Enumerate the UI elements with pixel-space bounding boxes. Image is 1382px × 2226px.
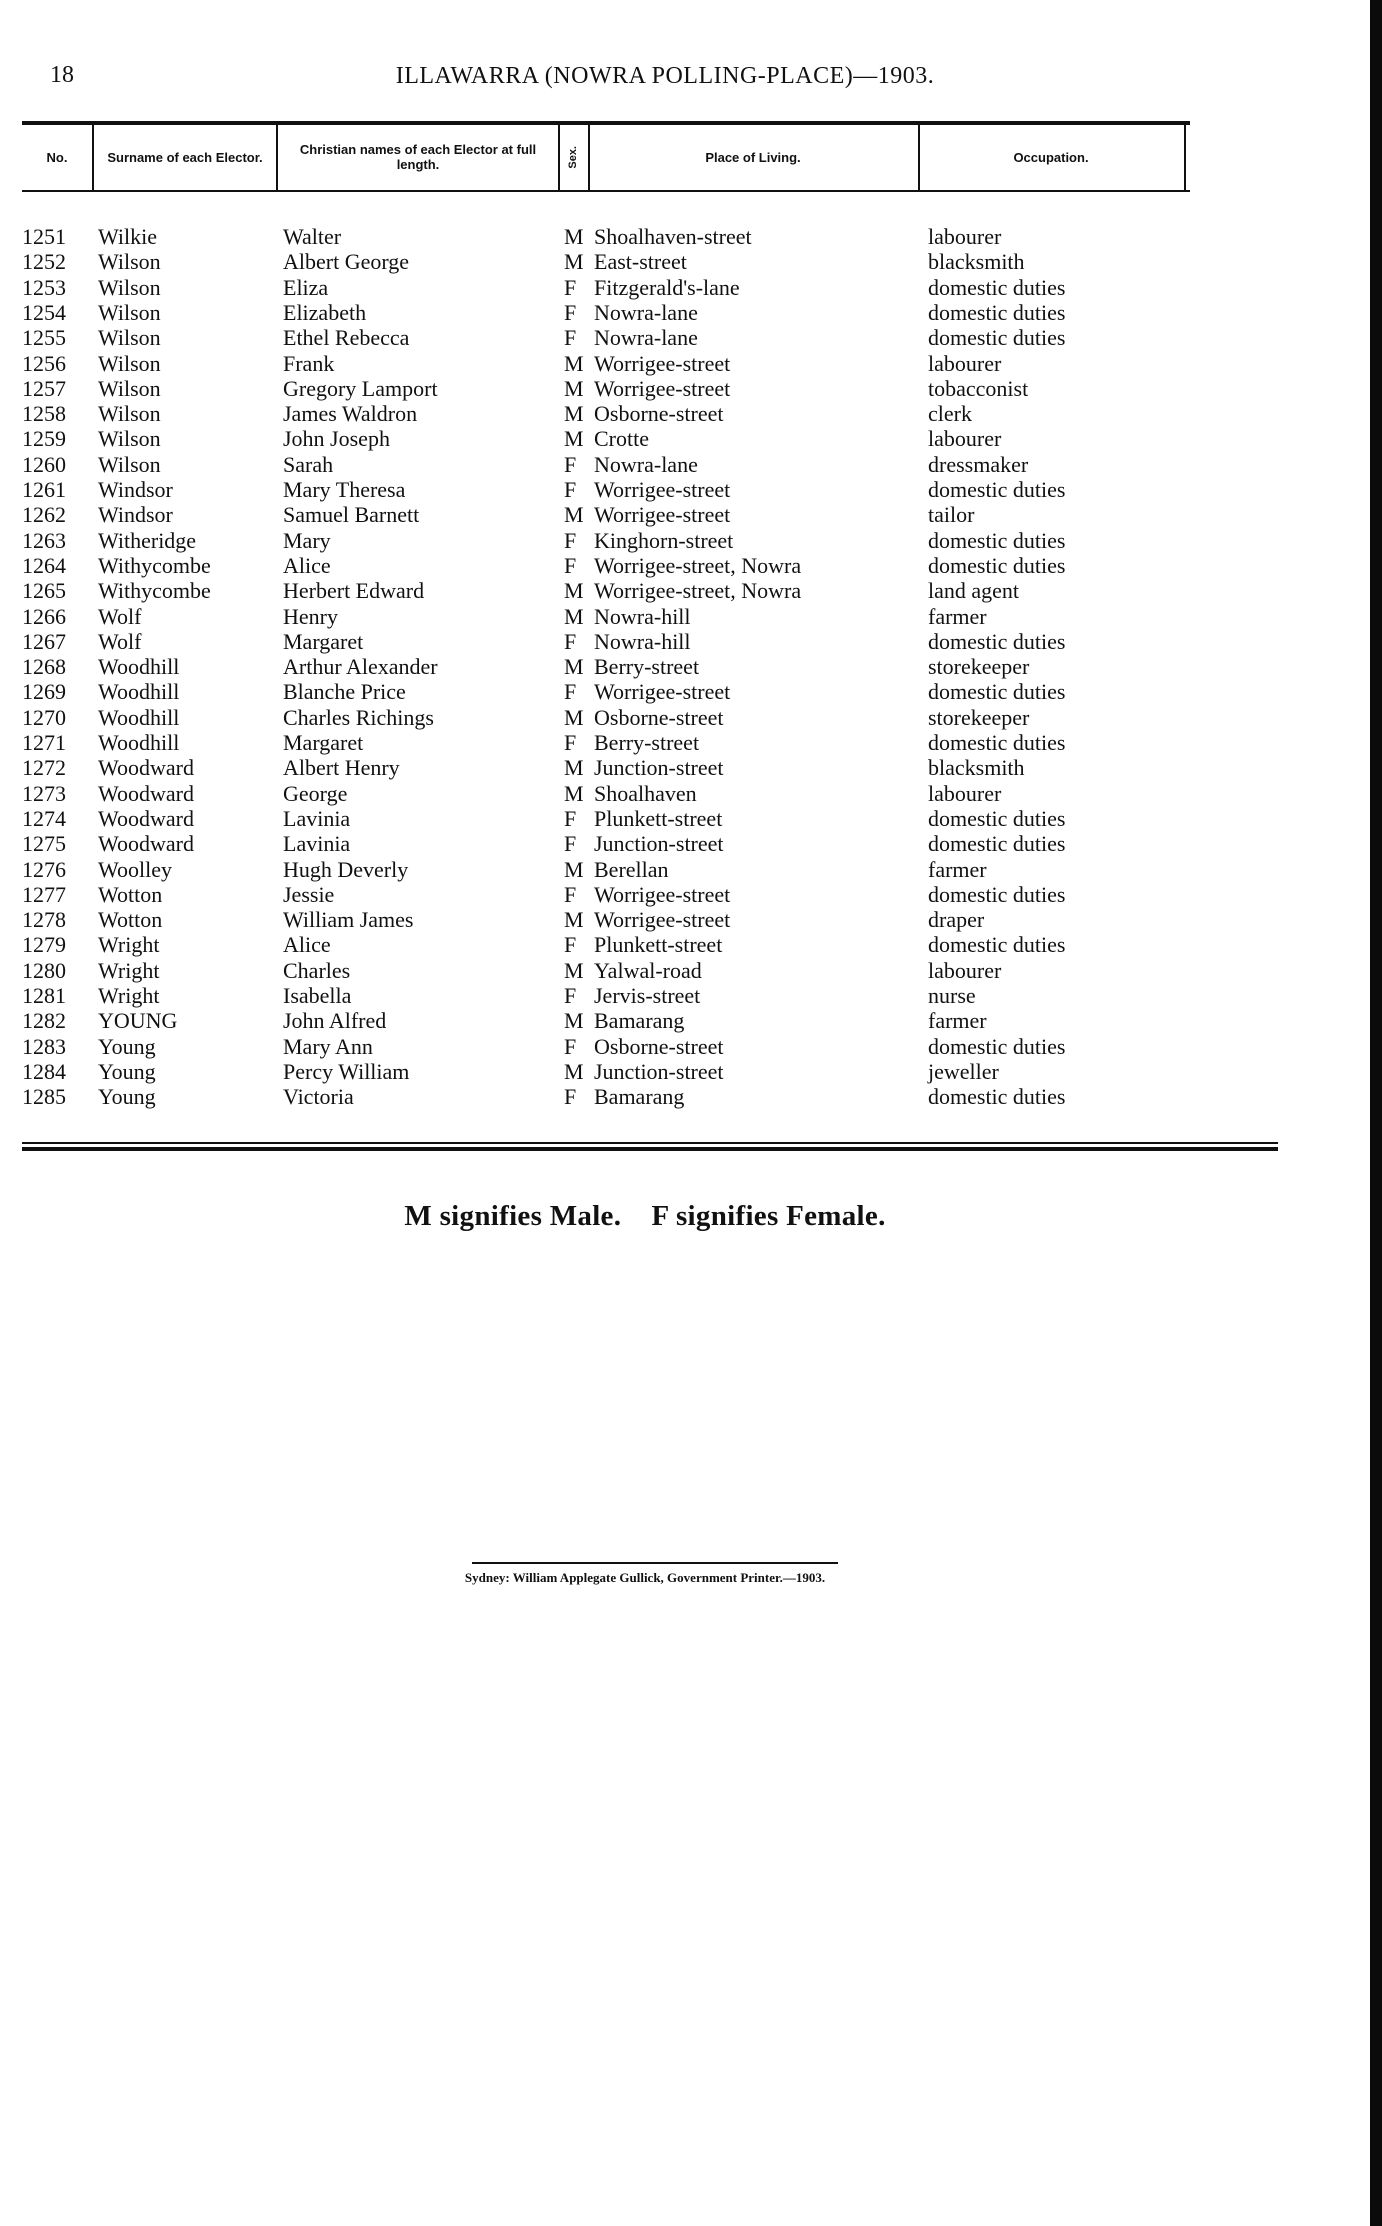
row-number: 1268 [22, 654, 66, 680]
row-sex: F [564, 274, 577, 300]
row-surname: Young [98, 1033, 156, 1059]
table-row [0, 781, 1300, 806]
row-place-of-living: Junction-street [594, 831, 724, 857]
row-christian-names: Samuel Barnett [283, 502, 420, 528]
row-surname: Wilson [98, 299, 161, 325]
row-christian-names: Hugh Deverly [283, 856, 409, 882]
table-row [0, 1008, 1300, 1033]
page-title: ILLAWARRA (NOWRA POLLING-PLACE)—1903. [395, 63, 935, 89]
row-surname: Young [98, 1084, 156, 1110]
row-number: 1282 [22, 1008, 66, 1034]
printer-imprint: Sydney: William Applegate Gullick, Government Printer.—1903. [464, 1570, 826, 1585]
row-christian-names: James Waldron [283, 401, 418, 427]
row-place-of-living: Jervis-street [594, 983, 701, 1008]
row-christian-names: Blanche Price [283, 679, 406, 705]
row-occupation: storekeeper [928, 704, 1030, 730]
row-sex: F [564, 730, 577, 755]
row-surname: YOUNG [98, 1008, 178, 1034]
row-christian-names: Percy William [283, 1058, 410, 1084]
row-place-of-living: Nowra-hill [594, 603, 691, 629]
row-christian-names: Herbert Edward [283, 578, 425, 604]
row-occupation: tailor [928, 502, 975, 528]
row-surname: Wilson [98, 274, 161, 300]
row-sex: F [564, 1084, 577, 1110]
row-occupation: jeweller [928, 1058, 999, 1084]
row-place-of-living: Crotte [594, 426, 649, 452]
row-number: 1276 [22, 856, 66, 882]
table-row [0, 502, 1300, 527]
table-row [0, 857, 1300, 882]
row-place-of-living: Nowra-lane [594, 299, 698, 325]
row-occupation: domestic duties [928, 552, 1066, 578]
row-occupation: domestic duties [928, 628, 1066, 654]
row-number: 1283 [22, 1033, 66, 1059]
row-surname: Withycombe [98, 578, 211, 604]
row-christian-names: Margaret [283, 730, 364, 755]
row-occupation: domestic duties [928, 881, 1066, 907]
row-sex: F [564, 805, 577, 831]
row-christian-names: Mary Ann [283, 1033, 373, 1059]
table-row [0, 629, 1300, 654]
row-christian-names: Gregory Lamport [283, 375, 438, 401]
row-number: 1255 [22, 325, 66, 351]
header-sex: Sex. [566, 145, 579, 169]
row-sex: M [564, 603, 584, 629]
row-place-of-living: Berry-street [594, 730, 700, 755]
row-surname: Woodhill [98, 730, 180, 755]
row-surname: Wilson [98, 375, 161, 401]
row-place-of-living: Kinghorn-street [594, 527, 734, 553]
row-christian-names: Albert Henry [283, 755, 400, 781]
table-row [0, 983, 1300, 1008]
row-surname: Woodward [98, 780, 194, 806]
table-row [0, 1034, 1300, 1059]
row-number: 1261 [22, 477, 66, 502]
row-number: 1262 [22, 502, 66, 528]
row-sex: M [564, 249, 584, 275]
table-row [0, 958, 1300, 983]
row-number: 1253 [22, 274, 66, 300]
row-sex: F [564, 451, 577, 477]
row-number: 1279 [22, 932, 66, 958]
row-place-of-living: Nowra-lane [594, 325, 698, 351]
row-occupation: tobacconist [928, 375, 1029, 401]
table-row [0, 249, 1300, 274]
row-occupation: labourer [928, 350, 1002, 376]
row-surname: Wilson [98, 249, 161, 275]
table-row [0, 426, 1300, 451]
table-row [0, 679, 1300, 704]
row-sex: F [564, 932, 577, 958]
row-occupation: domestic duties [928, 527, 1066, 553]
table-row [0, 1084, 1300, 1109]
row-christian-names: Victoria [283, 1084, 354, 1110]
row-place-of-living: Shoalhaven-street [594, 224, 752, 249]
row-occupation: dressmaker [928, 451, 1029, 477]
row-surname: Woodward [98, 805, 194, 831]
row-surname: Wilson [98, 325, 161, 351]
row-sex: F [564, 325, 577, 351]
header-christian-names: Christian names of each Elector at full length. [299, 142, 537, 172]
row-place-of-living: Worrigee-street [594, 350, 731, 376]
row-sex: M [564, 578, 584, 604]
row-place-of-living: Berellan [594, 856, 669, 882]
row-place-of-living: Nowra-hill [594, 628, 691, 654]
row-place-of-living: Nowra-lane [594, 451, 698, 477]
row-christian-names: George [283, 780, 348, 806]
row-place-of-living: Worrigee-street [594, 907, 731, 933]
row-surname: Woodhill [98, 654, 180, 680]
row-sex: F [564, 679, 577, 705]
table-row [0, 932, 1300, 957]
row-occupation: clerk [928, 401, 972, 427]
row-surname: Woodhill [98, 704, 180, 730]
table-row [0, 553, 1300, 578]
row-occupation: domestic duties [928, 1033, 1066, 1059]
row-number: 1280 [22, 957, 66, 983]
row-surname: Wilson [98, 401, 161, 427]
table-row [0, 1059, 1300, 1084]
row-place-of-living: Osborne-street [594, 704, 724, 730]
row-surname: Wright [98, 983, 160, 1008]
row-number: 1267 [22, 628, 66, 654]
row-christian-names: Alice [283, 932, 331, 958]
row-place-of-living: Worrigee-street [594, 502, 731, 528]
row-occupation: nurse [928, 983, 976, 1008]
row-number: 1271 [22, 730, 66, 755]
header-no: No. [46, 149, 68, 165]
row-sex: M [564, 856, 584, 882]
row-christian-names: Lavinia [283, 805, 351, 831]
row-number: 1272 [22, 755, 66, 781]
row-occupation: storekeeper [928, 654, 1030, 680]
row-number: 1284 [22, 1058, 66, 1084]
row-place-of-living: Bamarang [594, 1084, 685, 1110]
row-sex: M [564, 704, 584, 730]
row-sex: F [564, 628, 577, 654]
row-surname: Wright [98, 957, 160, 983]
row-sex: F [564, 1033, 577, 1059]
row-occupation: domestic duties [928, 679, 1066, 705]
header-place-of-living: Place of Living. [705, 149, 801, 165]
table-row [0, 755, 1300, 780]
row-surname: Woolley [98, 856, 172, 882]
table-row [0, 806, 1300, 831]
row-christian-names: Ethel Rebecca [283, 325, 410, 351]
row-surname: Wilkie [98, 224, 157, 249]
row-sex: F [564, 477, 577, 502]
row-christian-names: Albert George [283, 249, 410, 275]
table-row [0, 705, 1300, 730]
row-number: 1254 [22, 299, 66, 325]
row-sex: M [564, 1008, 584, 1034]
row-surname: Young [98, 1058, 156, 1084]
row-place-of-living: Worrigee-street [594, 881, 731, 907]
row-sex: M [564, 654, 584, 680]
table-row [0, 401, 1300, 426]
row-christian-names: Margaret [283, 628, 364, 654]
row-number: 1266 [22, 603, 66, 629]
row-christian-names: John Alfred [283, 1008, 387, 1034]
row-occupation: domestic duties [928, 831, 1066, 857]
header-occupation: Occupation. [1013, 149, 1089, 165]
header-top-rule [22, 121, 1190, 125]
row-occupation: labourer [928, 957, 1002, 983]
row-sex: M [564, 375, 584, 401]
table-row [0, 224, 1300, 249]
row-number: 1251 [22, 224, 66, 249]
table-row [0, 351, 1300, 376]
row-place-of-living: Worrigee-street [594, 375, 731, 401]
table-row [0, 831, 1300, 856]
row-place-of-living: East-street [594, 249, 687, 275]
row-occupation: domestic duties [928, 477, 1066, 502]
row-place-of-living: Yalwal-road [594, 957, 702, 983]
row-sex: M [564, 502, 584, 528]
row-surname: Wilson [98, 451, 161, 477]
row-occupation: domestic duties [928, 805, 1066, 831]
row-number: 1258 [22, 401, 66, 427]
table-row [0, 300, 1300, 325]
row-number: 1269 [22, 679, 66, 705]
row-sex: M [564, 401, 584, 427]
row-occupation: domestic duties [928, 932, 1066, 958]
row-surname: Wolf [98, 603, 142, 629]
row-number: 1263 [22, 527, 66, 553]
row-christian-names: William James [283, 907, 414, 933]
row-christian-names: Frank [283, 350, 335, 376]
row-occupation: farmer [928, 1008, 987, 1034]
row-sex: F [564, 983, 577, 1008]
row-christian-names: Walter [283, 224, 342, 249]
page-number: 18 [50, 62, 74, 88]
table-row [0, 477, 1300, 502]
row-sex: F [564, 299, 577, 325]
row-surname: Woodward [98, 755, 194, 781]
header-surname: Surname of each Elector. [107, 149, 263, 165]
row-place-of-living: Worrigee-street [594, 679, 731, 705]
row-sex: F [564, 831, 577, 857]
row-place-of-living: Osborne-street [594, 1033, 724, 1059]
row-occupation: domestic duties [928, 730, 1066, 755]
table-row [0, 275, 1300, 300]
row-number: 1274 [22, 805, 66, 831]
row-place-of-living: Junction-street [594, 1058, 724, 1084]
table-row [0, 654, 1300, 679]
row-number: 1260 [22, 451, 66, 477]
row-occupation: domestic duties [928, 274, 1066, 300]
row-place-of-living: Shoalhaven [594, 780, 697, 806]
row-surname: Windsor [98, 502, 173, 528]
row-place-of-living: Worrigee-street, Nowra [594, 578, 802, 604]
row-sex: M [564, 1058, 584, 1084]
row-surname: Witheridge [98, 527, 197, 553]
row-number: 1270 [22, 704, 66, 730]
table-header [22, 128, 1190, 186]
table-row [0, 376, 1300, 401]
row-christian-names: Henry [283, 603, 338, 629]
header-bottom-rule [22, 190, 1190, 192]
row-christian-names: Mary Theresa [283, 477, 406, 502]
row-occupation: farmer [928, 856, 987, 882]
row-place-of-living: Worrigee-street, Nowra [594, 552, 802, 578]
row-sex: M [564, 350, 584, 376]
row-place-of-living: Bamarang [594, 1008, 685, 1034]
row-christian-names: Mary [283, 527, 331, 553]
row-number: 1273 [22, 780, 66, 806]
row-christian-names: Alice [283, 552, 331, 578]
row-number: 1278 [22, 907, 66, 933]
row-occupation: labourer [928, 426, 1002, 452]
row-christian-names: Jessie [283, 881, 335, 907]
row-number: 1285 [22, 1084, 66, 1110]
table-row [0, 578, 1300, 603]
row-sex: M [564, 957, 584, 983]
row-number: 1275 [22, 831, 66, 857]
table-row [0, 882, 1300, 907]
imprint-rule [472, 1562, 838, 1564]
binding-edge [1370, 0, 1382, 2226]
row-number: 1281 [22, 983, 66, 1008]
row-christian-names: John Joseph [283, 426, 390, 452]
row-surname: Wotton [98, 907, 163, 933]
sex-legend: M signifies Male. F signifies Female. [404, 1200, 886, 1232]
row-surname: Wright [98, 932, 160, 958]
row-sex: F [564, 552, 577, 578]
row-occupation: blacksmith [928, 249, 1025, 275]
row-number: 1256 [22, 350, 66, 376]
row-christian-names: Lavinia [283, 831, 351, 857]
table-row [0, 604, 1300, 629]
row-surname: Wilson [98, 350, 161, 376]
row-sex: M [564, 780, 584, 806]
row-sex: M [564, 755, 584, 781]
row-surname: Withycombe [98, 552, 211, 578]
row-christian-names: Charles [283, 957, 351, 983]
table-end-rule-heavy [22, 1147, 1278, 1151]
row-number: 1257 [22, 375, 66, 401]
row-occupation: labourer [928, 224, 1002, 249]
row-occupation: domestic duties [928, 299, 1066, 325]
row-sex: M [564, 224, 584, 249]
row-place-of-living: Berry-street [594, 654, 700, 680]
table-row [0, 452, 1300, 477]
row-occupation: draper [928, 907, 985, 933]
row-number: 1277 [22, 881, 66, 907]
row-occupation: domestic duties [928, 1084, 1066, 1110]
row-christian-names: Charles Richings [283, 704, 434, 730]
row-surname: Wolf [98, 628, 142, 654]
row-surname: Wilson [98, 426, 161, 452]
row-occupation: domestic duties [928, 325, 1066, 351]
row-place-of-living: Fitzgerald's-lane [594, 274, 740, 300]
row-place-of-living: Junction-street [594, 755, 724, 781]
row-sex: M [564, 426, 584, 452]
row-occupation: blacksmith [928, 755, 1025, 781]
row-occupation: labourer [928, 780, 1002, 806]
row-number: 1264 [22, 552, 66, 578]
row-number: 1252 [22, 249, 66, 275]
row-christian-names: Elizabeth [283, 299, 367, 325]
row-place-of-living: Worrigee-street [594, 477, 731, 502]
row-place-of-living: Plunkett-street [594, 805, 723, 831]
table-row [0, 325, 1300, 350]
row-christian-names: Isabella [283, 983, 352, 1008]
table-row [0, 907, 1300, 932]
row-place-of-living: Osborne-street [594, 401, 724, 427]
row-occupation: land agent [928, 578, 1020, 604]
row-place-of-living: Plunkett-street [594, 932, 723, 958]
row-surname: Windsor [98, 477, 173, 502]
row-sex: F [564, 881, 577, 907]
row-surname: Wotton [98, 881, 163, 907]
row-christian-names: Eliza [283, 274, 329, 300]
row-surname: Woodhill [98, 679, 180, 705]
row-number: 1259 [22, 426, 66, 452]
table-end-rule [22, 1142, 1278, 1144]
row-sex: M [564, 907, 584, 933]
row-sex: F [564, 527, 577, 553]
row-number: 1265 [22, 578, 66, 604]
table-row [0, 528, 1300, 553]
row-surname: Woodward [98, 831, 194, 857]
row-occupation: farmer [928, 603, 987, 629]
row-christian-names: Sarah [283, 451, 334, 477]
row-christian-names: Arthur Alexander [283, 654, 438, 680]
table-row [0, 730, 1300, 755]
